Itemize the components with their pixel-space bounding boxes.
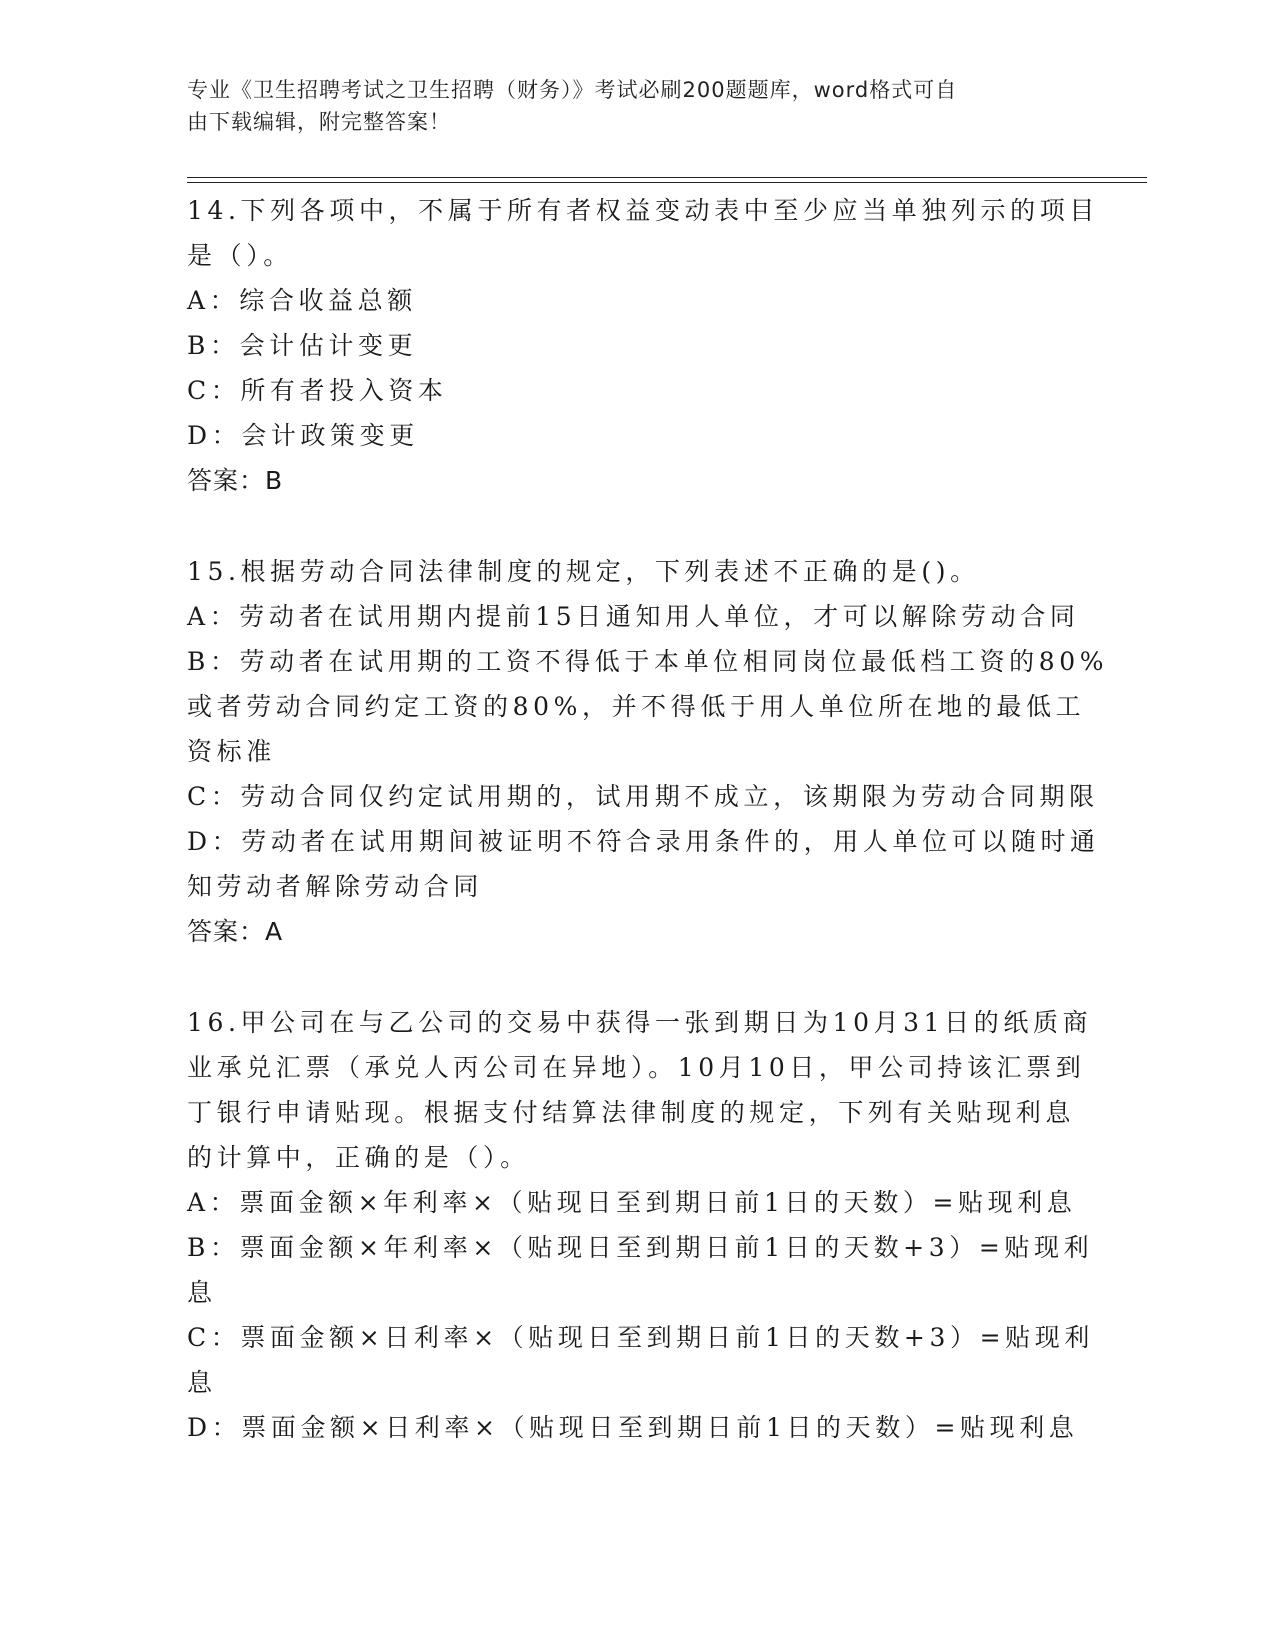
- question-stem: 的计算中，正确的是（）。: [187, 1143, 530, 1172]
- option-d-continued: 知劳动者解除劳动合同: [187, 872, 484, 901]
- option-c-continued: 息: [187, 1368, 217, 1397]
- answer: 答案：A: [187, 917, 284, 946]
- question-stem: 是（）。: [187, 241, 293, 270]
- question-15: [187, 549, 1109, 954]
- option-c: C：票面金额×日利率×（贴现日至到期日前1日的天数+3）=贴现利: [187, 1323, 1094, 1352]
- question-stem: 业承兑汇票（承兑人丙公司在异地）。10月10日，甲公司持该汇票到: [187, 1053, 1086, 1082]
- option-d: D：票面金额×日利率×（贴现日至到期日前1日的天数）=贴现利息: [187, 1413, 1079, 1442]
- option-c: C：劳动合同仅约定试用期的，试用期不成立，该期限为劳动合同期限: [187, 782, 1099, 811]
- document-header: [187, 74, 1067, 138]
- option-a: A：劳动者在试用期内提前15日通知用人单位，才可以解除劳动合同: [187, 602, 1080, 631]
- question-stem: 丁银行申请贴现。根据支付结算法律制度的规定，下列有关贴现利息: [187, 1098, 1076, 1127]
- option-d: D：会计政策变更: [187, 421, 419, 450]
- option-b-continued: 资标准: [187, 737, 276, 766]
- header-divider: [187, 182, 1147, 183]
- answer: 答案：B: [187, 466, 284, 495]
- option-b: B：票面金额×年利率×（贴现日至到期日前1日的天数+3）=贴现利: [187, 1233, 1094, 1262]
- option-b-continued: 息: [187, 1278, 217, 1307]
- header-line: 由下载编辑，附完整答案！: [187, 110, 451, 134]
- option-b-continued: 或者劳动合同约定工资的80%，并不得低于用人单位所在地的最低工: [187, 692, 1086, 721]
- question-stem: 14.下列各项中，不属于所有者权益变动表中至少应当单独列示的项目: [187, 196, 1099, 225]
- question-16: [187, 1000, 1094, 1450]
- option-d: D：劳动者在试用期间被证明不符合录用条件的，用人单位可以随时通: [187, 827, 1100, 856]
- question-stem: 16.甲公司在与乙公司的交易中获得一张到期日为10月31日的纸质商: [187, 1008, 1093, 1037]
- question-stem: 15.根据劳动合同法律制度的规定，下列表述不正确的是()。: [187, 557, 980, 586]
- spacer: [187, 954, 1087, 1000]
- option-a: A：票面金额×年利率×（贴现日至到期日前1日的天数）=贴现利息: [187, 1188, 1077, 1217]
- option-c: C：所有者投入资本: [187, 376, 448, 405]
- header-line: 专业《卫生招聘考试之卫生招聘（财务）》考试必刷200题题库，word格式可自: [187, 78, 958, 102]
- spacer: [187, 503, 1087, 549]
- option-a: A：综合收益总额: [187, 286, 417, 315]
- question-list: [187, 188, 1109, 1450]
- header-divider: [187, 177, 1147, 178]
- option-b: B：劳动者在试用期的工资不得低于本单位相同岗位最低档工资的80%: [187, 647, 1109, 676]
- question-14: [187, 188, 1099, 503]
- option-b: B：会计估计变更: [187, 331, 418, 360]
